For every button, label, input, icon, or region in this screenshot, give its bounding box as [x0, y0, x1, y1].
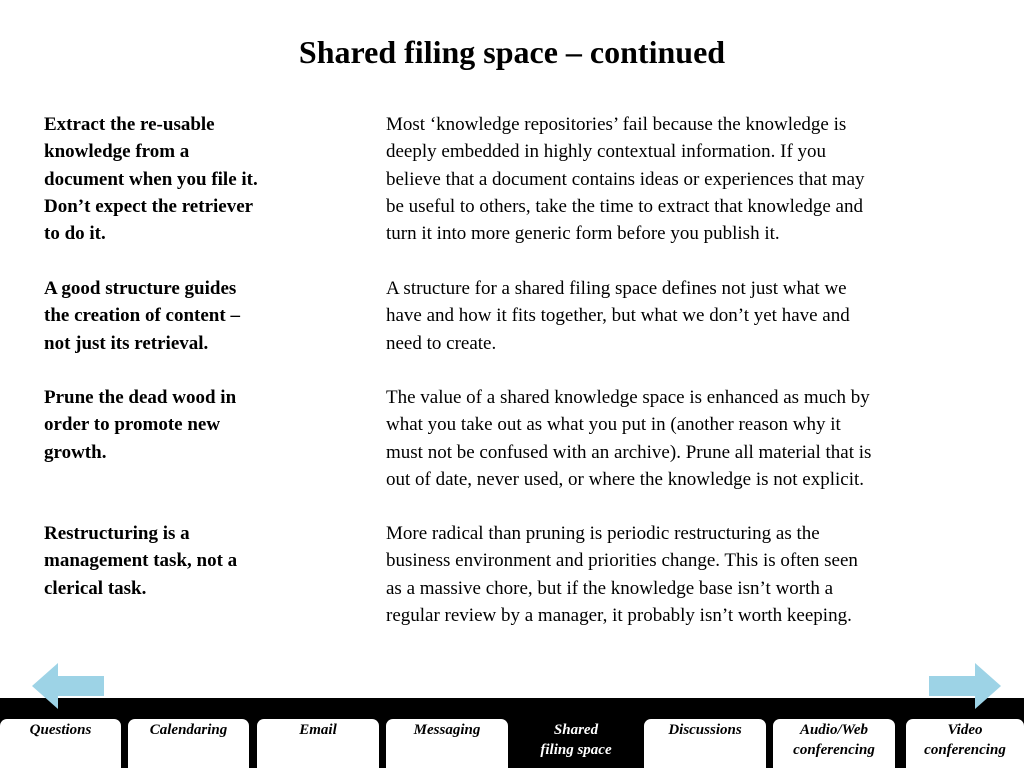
body-line: The value of a shared knowledge space is enhanced as much by	[386, 387, 870, 408]
body-line: regular review by a manager, it probably isn’t worth keeping.	[386, 604, 852, 626]
body-line: out of date, never used, or where the knowledge is not explicit.	[386, 468, 865, 490]
tab-label: Calendaring	[149, 722, 228, 738]
tab-label-line-1: Shared	[553, 722, 599, 738]
heading-line: Extract the re-usable	[44, 114, 215, 135]
next-slide-button[interactable]	[929, 663, 1001, 709]
tab-discussions[interactable]	[644, 719, 766, 768]
body-line: need to create.	[386, 332, 497, 354]
tab-label: Messaging	[413, 722, 481, 738]
slide-title: Shared filing space – continued	[298, 34, 726, 70]
heading-line: the creation of content –	[44, 305, 240, 327]
tab-calendaring[interactable]	[128, 719, 249, 768]
tab-label: Questions	[29, 722, 92, 738]
body-line: believe that a document contains ideas or experiences that may	[386, 168, 865, 190]
tab-label-line-1: Video	[947, 722, 983, 738]
row-heading	[44, 111, 319, 247]
tab-video-conferencing[interactable]	[906, 719, 1024, 768]
body-line: be useful to others, take the time to extract that knowledge and	[386, 195, 863, 217]
tab-label-line-2: conferencing	[793, 742, 875, 758]
heading-line: clerical task.	[44, 577, 147, 599]
body-line: More radical than pruning is periodic restructuring as the	[386, 523, 820, 544]
tab-label: Discussions	[668, 722, 742, 738]
heading-line: Don’t expect the retriever	[44, 195, 254, 217]
arrow-right-icon	[929, 663, 1001, 709]
tab-questions[interactable]	[0, 719, 121, 768]
heading-line: Restructuring is a	[44, 523, 190, 544]
tab-label-line-2: conferencing	[924, 742, 1006, 758]
heading-line: order to promote new	[44, 414, 221, 436]
heading-line: Prune the dead wood in	[44, 387, 237, 408]
heading-line: growth.	[44, 441, 107, 463]
tab-messaging[interactable]	[386, 719, 508, 768]
tab-label-line-1: Audio/Web	[799, 722, 869, 738]
arrow-left-icon	[32, 663, 104, 709]
body-line: as a massive chore, but if the knowledge base isn’t worth a	[386, 577, 834, 599]
body-line: must not be confused with an archive). Prune all material that is	[386, 441, 872, 463]
row-heading	[44, 275, 319, 357]
heading-line: A good structure guides	[44, 278, 237, 299]
row-heading	[44, 384, 319, 466]
tab-shared-filing-space[interactable]	[515, 719, 637, 768]
tab-label-line-2: filing space	[540, 742, 612, 758]
row-body	[386, 384, 986, 493]
body-line: deeply embedded in highly contextual information. If you	[386, 141, 827, 163]
heading-line: not just its retrieval.	[44, 332, 209, 354]
body-line: turn it into more generic form before you publish it.	[386, 223, 780, 245]
row-body	[386, 111, 986, 247]
tab-label: Email	[299, 722, 337, 738]
prev-slide-button[interactable]	[32, 663, 104, 709]
heading-line: management task, not a	[44, 550, 238, 572]
tab-email[interactable]	[257, 719, 379, 768]
body-line: what you take out as what you put in (another reason why it	[386, 414, 841, 436]
body-line: have and how it fits together, but what we don’t yet have and	[386, 305, 850, 327]
body-line: Most ‘knowledge repositories’ fail because the knowledge is	[386, 114, 847, 135]
row-body	[386, 275, 986, 357]
heading-line: document when you file it.	[44, 168, 258, 190]
body-line: business environment and priorities change. This is often seen	[386, 550, 858, 572]
body-line: A structure for a shared filing space defines not just what we	[386, 278, 847, 299]
row-heading	[44, 520, 319, 602]
tab-audio-web-conferencing[interactable]	[773, 719, 895, 768]
heading-line: to do it.	[44, 223, 106, 245]
heading-line: knowledge from a	[44, 141, 190, 163]
row-body	[386, 520, 986, 629]
